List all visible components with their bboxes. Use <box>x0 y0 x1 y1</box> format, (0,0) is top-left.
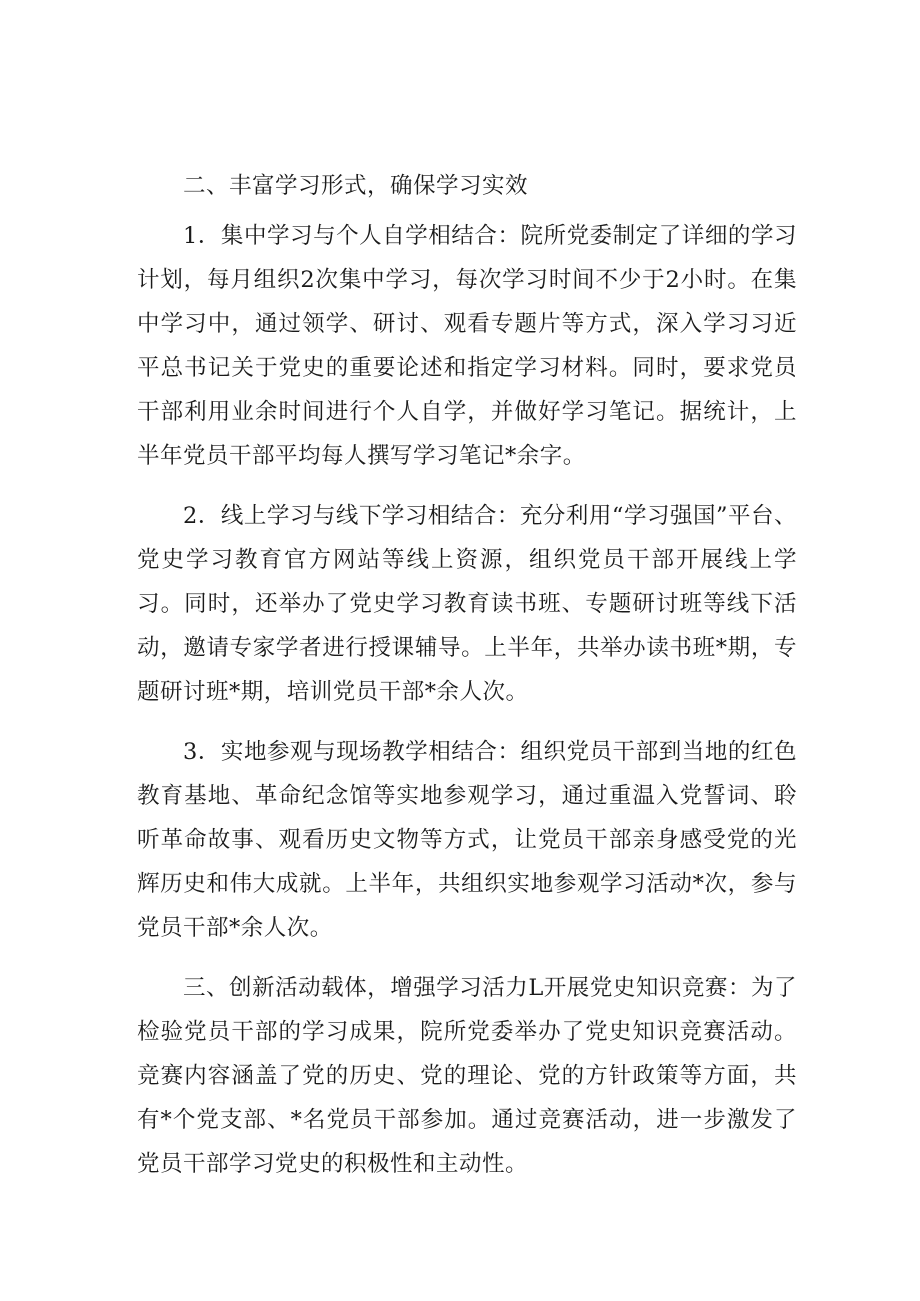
document-body <box>137 164 797 1186</box>
paragraph-item-2: 2．线上学习与线下学习相结合：充分利用“学习强国”平台、党史学习教育官方网站等线上资源，组织党员干部开展线上学习。同时，还举办了党史学习教育读书班、专题研讨班等线下活动，邀请专家学者进行授课辅导。上半年，共举办读书班*期，专题研讨班*期，培训党员干部*余人次。 <box>137 503 797 705</box>
paragraph-section-three: 三、创新活动载体，增强学习活力L开展党史知识竞赛：为了检验党员干部的学习成果，院所党委举办了党史知识竞赛活动。竞赛内容涵盖了党的历史、党的理论、党的方针政策等方面，共有*个党支部、*名党员干部参加。通过竞赛活动，进一步激发了党员干部学习党史的积极性和主动性。 <box>137 975 797 1177</box>
paragraph-item-1: 1．集中学习与个人自学相结合：院所党委制定了详细的学习计划，每月组织2次集中学习，每次学习时间不少于2小时。在集中学习中，通过领学、研讨、观看专题片等方式，深入学习习近平总书记关于党史的重要论述和指定学习材料。同时，要求党员干部利用业余时间进行个人自学，并做好学习笔记。据统计，上半年党员干部平均每人撰写学习笔记*余字。 <box>137 223 797 469</box>
paragraph-item-3: 3．实地参观与现场教学相结合：组织党员干部到当地的红色教育基地、革命纪念馆等实地参观学习，通过重温入党誓词、聆听革命故事、观看历史文物等方式，让党员干部亲身感受党的光辉历史和伟大成就。上半年，共组织实地参观学习活动*次，参与党员干部*余人次。 <box>137 739 797 941</box>
section-two-heading: 二、丰富学习形式，确保学习实效 <box>183 173 529 199</box>
